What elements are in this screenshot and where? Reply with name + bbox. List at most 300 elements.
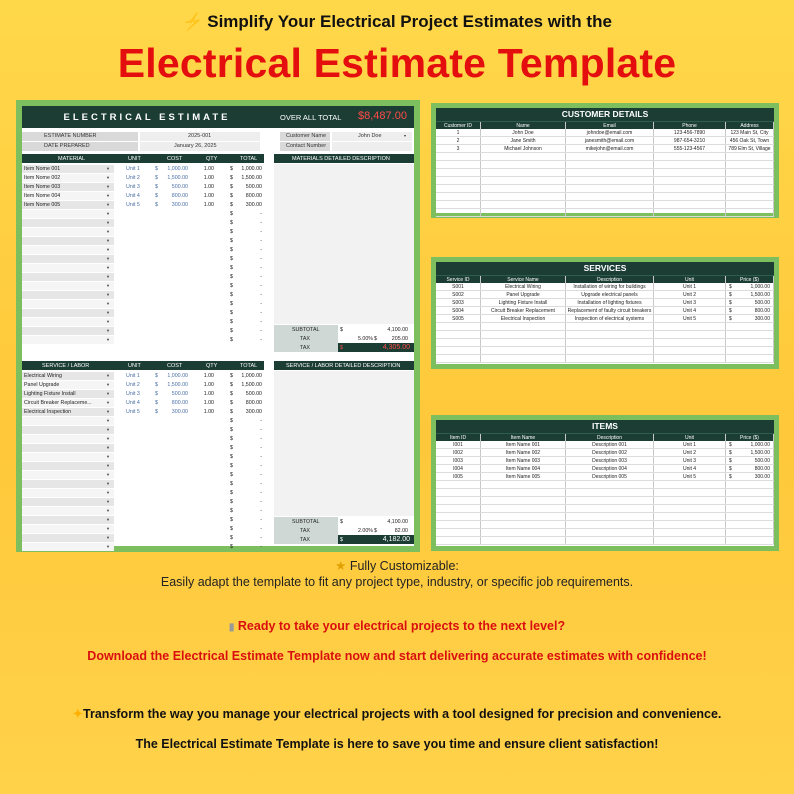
currency-symbol: $ bbox=[729, 458, 732, 464]
chevron-down-icon[interactable]: ▼ bbox=[106, 435, 110, 441]
item-dropdown[interactable] bbox=[22, 480, 114, 488]
item-dropdown[interactable] bbox=[22, 426, 114, 434]
items-title: ITEMS bbox=[436, 420, 774, 433]
unit-cell: Unit 2 bbox=[126, 381, 140, 388]
currency-symbol: $ bbox=[230, 327, 233, 334]
table-row bbox=[22, 254, 264, 263]
qty-cell[interactable]: 1.00 bbox=[203, 183, 214, 190]
table-row bbox=[436, 529, 774, 537]
table-cell: Unit 4 bbox=[654, 307, 726, 314]
table-row bbox=[436, 537, 774, 545]
table-cell bbox=[566, 339, 654, 346]
ready-line bbox=[0, 619, 794, 633]
chevron-down-icon[interactable]: ▼ bbox=[106, 309, 110, 315]
chevron-down-icon[interactable]: ▼ bbox=[106, 399, 110, 405]
qty-cell[interactable]: 1.00 bbox=[203, 192, 214, 199]
star-icon: ★ bbox=[335, 559, 347, 573]
cost-cell: 500.00 bbox=[171, 390, 188, 397]
chevron-down-icon[interactable]: ▼ bbox=[106, 327, 110, 333]
services-total: 4,182.00 bbox=[382, 535, 410, 543]
materials-tax-value: 205.00 bbox=[391, 335, 408, 342]
estimate-number-value: 2025-001 bbox=[188, 133, 212, 139]
unit-cell: Unit 2 bbox=[126, 174, 140, 181]
item-dropdown[interactable] bbox=[22, 273, 114, 281]
chevron-down-icon[interactable]: ▼ bbox=[106, 507, 110, 513]
chevron-down-icon[interactable]: ▼ bbox=[106, 174, 110, 180]
table-cell bbox=[436, 521, 481, 528]
currency-symbol: $ bbox=[230, 381, 233, 388]
table-row bbox=[22, 173, 264, 182]
table-cell bbox=[726, 339, 774, 346]
chevron-down-icon[interactable]: ▼ bbox=[106, 498, 110, 504]
table-cell bbox=[726, 209, 774, 216]
item-dropdown[interactable] bbox=[22, 228, 114, 236]
table-cell bbox=[481, 347, 566, 354]
total-cell: - bbox=[260, 516, 262, 523]
currency-symbol: $ bbox=[230, 264, 233, 271]
item-dropdown[interactable] bbox=[22, 525, 114, 533]
item-dropdown[interactable]: Item Nome 005 bbox=[22, 201, 114, 209]
currency-symbol: $ bbox=[230, 246, 233, 253]
table-row bbox=[22, 182, 264, 191]
chevron-down-icon: ▾ bbox=[404, 133, 407, 138]
chevron-down-icon[interactable]: ▼ bbox=[106, 192, 110, 198]
chevron-down-icon[interactable]: ▼ bbox=[106, 462, 110, 468]
table-cell bbox=[566, 497, 654, 504]
ready-text: Ready to take your electrical projects to the next level? bbox=[237, 619, 566, 633]
table-cell bbox=[481, 481, 566, 488]
table-cell bbox=[726, 161, 774, 168]
item-dropdown[interactable]: Item Nome 003 bbox=[22, 183, 114, 191]
services-subtotal-label: SUBTOTAL bbox=[292, 518, 320, 525]
total-cell: 800.00 bbox=[245, 192, 262, 199]
contact-cell[interactable] bbox=[332, 142, 412, 151]
header-unit: UNIT bbox=[128, 362, 141, 369]
transform-line bbox=[0, 706, 794, 721]
table-cell bbox=[726, 331, 774, 338]
chevron-down-icon[interactable]: ▼ bbox=[106, 228, 110, 234]
chevron-down-icon[interactable]: ▼ bbox=[106, 282, 110, 288]
currency-symbol: $ bbox=[155, 390, 158, 397]
total-cell: - bbox=[260, 498, 262, 505]
headline bbox=[0, 12, 794, 32]
item-dropdown[interactable] bbox=[22, 219, 114, 227]
currency-symbol: $ bbox=[729, 474, 732, 480]
item-dropdown[interactable]: Circuit Breaker Replaceme... bbox=[22, 399, 114, 407]
currency-symbol: $ bbox=[230, 201, 233, 208]
table-cell bbox=[654, 169, 726, 176]
total-cell: - bbox=[260, 543, 262, 550]
table-cell: mikejohn@email.com bbox=[566, 145, 654, 152]
services-desc-title: SERVICE / LABOR DETAILED DESCRIPTION bbox=[286, 362, 401, 369]
table-row bbox=[436, 449, 774, 457]
chevron-down-icon[interactable]: ▼ bbox=[106, 543, 110, 549]
table-row bbox=[436, 185, 774, 193]
currency-symbol: $ bbox=[729, 300, 732, 306]
table-cell bbox=[654, 339, 726, 346]
total-cell: 1,000.00 bbox=[241, 372, 262, 379]
table-cell: 500.00 $ bbox=[726, 299, 774, 306]
total-cell: - bbox=[260, 471, 262, 478]
item-dropdown[interactable] bbox=[22, 318, 114, 326]
table-row bbox=[22, 317, 264, 326]
table-cell bbox=[654, 355, 726, 362]
chevron-down-icon[interactable]: ▼ bbox=[106, 336, 110, 342]
table-row bbox=[436, 291, 774, 299]
table-cell: Item Name 002 bbox=[481, 449, 566, 456]
qty-cell[interactable]: 1.00 bbox=[203, 399, 214, 406]
table-cell bbox=[654, 177, 726, 184]
currency-symbol: $ bbox=[230, 480, 233, 487]
chevron-down-icon[interactable]: ▼ bbox=[106, 426, 110, 432]
table-cell bbox=[566, 177, 654, 184]
chevron-down-icon[interactable]: ▼ bbox=[106, 444, 110, 450]
table-row bbox=[22, 479, 264, 488]
fully-text: Fully Customizable: bbox=[349, 559, 459, 573]
item-dropdown[interactable] bbox=[22, 417, 114, 425]
table-row bbox=[22, 272, 264, 281]
item-dropdown[interactable] bbox=[22, 444, 114, 452]
table-row bbox=[436, 513, 774, 521]
chevron-down-icon[interactable]: ▼ bbox=[106, 273, 110, 279]
table-row bbox=[436, 129, 774, 137]
currency-symbol: $ bbox=[230, 426, 233, 433]
table-cell bbox=[654, 497, 726, 504]
currency-symbol: $ bbox=[155, 399, 158, 406]
materials-tax-label: TAX bbox=[300, 335, 310, 342]
qty-cell[interactable]: 1.00 bbox=[203, 174, 214, 181]
table-cell bbox=[726, 521, 774, 528]
item-dropdown[interactable] bbox=[22, 543, 114, 551]
item-dropdown[interactable] bbox=[22, 507, 114, 515]
table-cell: Description 003 bbox=[566, 457, 654, 464]
table-cell bbox=[436, 489, 481, 496]
item-dropdown[interactable]: Panel Upgrade bbox=[22, 381, 114, 389]
table-cell bbox=[726, 481, 774, 488]
chevron-down-icon[interactable]: ▼ bbox=[106, 372, 110, 378]
table-row bbox=[22, 506, 264, 515]
services-total-label: TAX bbox=[300, 536, 310, 543]
lightning-bolt-icon: ⚡ bbox=[182, 12, 204, 31]
column-header: Name bbox=[481, 122, 566, 129]
chevron-down-icon[interactable]: ▼ bbox=[106, 246, 110, 252]
table-cell: Description 001 bbox=[566, 441, 654, 448]
chevron-down-icon[interactable]: ▼ bbox=[106, 525, 110, 531]
header-total: TOTAL bbox=[240, 362, 258, 369]
table-cell bbox=[481, 339, 566, 346]
materials-description-area[interactable] bbox=[274, 164, 414, 324]
services-description-area[interactable] bbox=[274, 371, 414, 516]
table-cell bbox=[481, 185, 566, 192]
chevron-down-icon[interactable]: ▼ bbox=[106, 300, 110, 306]
item-dropdown[interactable] bbox=[22, 498, 114, 506]
table-cell bbox=[726, 355, 774, 362]
unit-cell: Unit 1 bbox=[126, 372, 140, 379]
table-cell: 800.00 $ bbox=[726, 307, 774, 314]
item-dropdown[interactable]: Electrical Wiring bbox=[22, 372, 114, 380]
table-row bbox=[22, 488, 264, 497]
table-row bbox=[22, 524, 264, 533]
table-row bbox=[22, 227, 264, 236]
total-cell: 300.00 bbox=[245, 201, 262, 208]
qty-cell[interactable]: 1.00 bbox=[203, 372, 214, 379]
table-cell: johndoe@email.com bbox=[566, 129, 654, 136]
date-value: January 26, 2025 bbox=[174, 143, 217, 149]
header-cost: COST bbox=[167, 362, 183, 369]
table-row bbox=[22, 515, 264, 524]
column-header: Description bbox=[566, 434, 654, 441]
item-dropdown[interactable] bbox=[22, 210, 114, 218]
currency-symbol: $ bbox=[230, 300, 233, 307]
item-dropdown[interactable] bbox=[22, 291, 114, 299]
customer-name-label: Customer Name bbox=[286, 133, 327, 139]
total-cell: - bbox=[260, 291, 262, 298]
currency-symbol: $ bbox=[230, 498, 233, 505]
currency-symbol: $ bbox=[729, 308, 732, 314]
total-cell: - bbox=[260, 318, 262, 325]
item-dropdown[interactable] bbox=[22, 453, 114, 461]
chevron-down-icon[interactable]: ▼ bbox=[106, 165, 110, 171]
table-cell bbox=[481, 201, 566, 208]
currency-symbol: $ bbox=[230, 174, 233, 181]
item-dropdown[interactable] bbox=[22, 471, 114, 479]
item-dropdown[interactable] bbox=[22, 489, 114, 497]
date-label: DATE PREPARED bbox=[44, 143, 90, 149]
chevron-down-icon[interactable]: ▼ bbox=[106, 201, 110, 207]
estimate-number-cell[interactable] bbox=[140, 132, 260, 141]
currency-symbol: $ bbox=[230, 390, 233, 397]
table-cell bbox=[566, 521, 654, 528]
table-row bbox=[22, 326, 264, 335]
table-cell bbox=[566, 201, 654, 208]
currency-symbol: $ bbox=[340, 326, 343, 333]
chevron-down-icon[interactable]: ▼ bbox=[106, 417, 110, 423]
table-cell: Inspection of electrical systems bbox=[566, 315, 654, 322]
chevron-down-icon[interactable]: ▼ bbox=[106, 237, 110, 243]
total-cell: 1,000.00 bbox=[241, 165, 262, 172]
table-row bbox=[436, 307, 774, 315]
item-dropdown[interactable] bbox=[22, 237, 114, 245]
headline-text: Simplify Your Electrical Project Estimates with the bbox=[207, 12, 612, 31]
total-cell: - bbox=[260, 489, 262, 496]
table-row bbox=[436, 193, 774, 201]
table-cell bbox=[436, 355, 481, 362]
transform-text: Transform the way you manage your electrical projects with a tool designed for precision and convenience. bbox=[83, 707, 722, 721]
chevron-down-icon[interactable]: ▼ bbox=[106, 534, 110, 540]
table-cell bbox=[566, 513, 654, 520]
table-cell: Unit 5 bbox=[654, 315, 726, 322]
qty-cell[interactable]: 1.00 bbox=[203, 201, 214, 208]
column-header: Item ID bbox=[436, 434, 481, 441]
table-cell bbox=[654, 521, 726, 528]
currency-symbol: $ bbox=[230, 534, 233, 541]
table-cell bbox=[481, 355, 566, 362]
table-row bbox=[436, 323, 774, 331]
table-row bbox=[22, 263, 264, 272]
table-cell bbox=[481, 169, 566, 176]
services-tax-label: TAX bbox=[300, 527, 310, 534]
table-cell: janesmith@email.com bbox=[566, 137, 654, 144]
currency-symbol: $ bbox=[230, 372, 233, 379]
table-cell: Unit 3 bbox=[654, 457, 726, 464]
chevron-down-icon[interactable]: ▼ bbox=[106, 471, 110, 477]
currency-symbol: $ bbox=[340, 536, 343, 543]
table-cell: Description 002 bbox=[566, 449, 654, 456]
item-dropdown[interactable] bbox=[22, 435, 114, 443]
table-cell: 300.00 $ bbox=[726, 315, 774, 322]
table-row bbox=[22, 425, 264, 434]
services-total-row bbox=[274, 535, 414, 544]
qty-cell[interactable]: 1.00 bbox=[203, 165, 214, 172]
cost-cell: 1,000.00 bbox=[167, 372, 188, 379]
cost-cell: 1,000.00 bbox=[167, 165, 188, 172]
table-cell bbox=[726, 169, 774, 176]
table-row bbox=[436, 201, 774, 209]
table-cell: S004 bbox=[436, 307, 481, 314]
column-header: Unit bbox=[654, 434, 726, 441]
qty-cell[interactable]: 1.00 bbox=[203, 390, 214, 397]
qty-cell[interactable]: 1.00 bbox=[203, 381, 214, 388]
item-dropdown[interactable] bbox=[22, 264, 114, 272]
table-cell bbox=[481, 209, 566, 216]
table-cell bbox=[481, 513, 566, 520]
total-cell: 300.00 bbox=[245, 408, 262, 415]
currency-symbol: $ bbox=[230, 417, 233, 424]
chevron-down-icon[interactable]: ▼ bbox=[106, 264, 110, 270]
item-dropdown[interactable]: Item Nome 004 bbox=[22, 192, 114, 200]
table-cell bbox=[436, 153, 481, 160]
column-header: Price ($) bbox=[726, 276, 774, 283]
item-dropdown[interactable]: Item Nome 001 bbox=[22, 165, 114, 173]
header-material: MATERIAL bbox=[58, 155, 86, 162]
table-cell bbox=[566, 323, 654, 330]
column-header: Price ($) bbox=[726, 434, 774, 441]
table-header bbox=[436, 121, 774, 129]
currency-symbol: $ bbox=[230, 228, 233, 235]
column-header: Item Name bbox=[481, 434, 566, 441]
total-cell: - bbox=[260, 426, 262, 433]
table-row bbox=[22, 308, 264, 317]
total-cell: - bbox=[260, 237, 262, 244]
date-cell[interactable] bbox=[140, 142, 260, 151]
header-qty: QTY bbox=[206, 362, 218, 369]
materials-tax-row bbox=[274, 334, 414, 343]
save-time-text: The Electrical Estimate Template is here to save you time and ensure client satisfaction! bbox=[135, 737, 659, 751]
table-cell bbox=[654, 529, 726, 536]
table-cell bbox=[726, 177, 774, 184]
total-cell: 1,500.00 bbox=[241, 381, 262, 388]
table-row bbox=[436, 465, 774, 473]
chevron-down-icon[interactable]: ▼ bbox=[106, 381, 110, 387]
item-dropdown[interactable] bbox=[22, 516, 114, 524]
item-dropdown[interactable] bbox=[22, 309, 114, 317]
item-dropdown[interactable] bbox=[22, 462, 114, 470]
total-cell: 500.00 bbox=[245, 390, 262, 397]
contact-label-cell bbox=[280, 142, 330, 151]
table-row bbox=[436, 137, 774, 145]
estimate-number-label-cell bbox=[22, 132, 138, 141]
table-cell: Item Name 004 bbox=[481, 465, 566, 472]
table-cell bbox=[654, 201, 726, 208]
header-service: SERVICE / LABOR bbox=[42, 362, 90, 369]
table-row bbox=[22, 335, 264, 344]
currency-symbol: $ bbox=[729, 284, 732, 290]
materials-subtotal: 4,100.00 bbox=[387, 326, 408, 333]
chevron-down-icon[interactable]: ▼ bbox=[106, 210, 110, 216]
table-cell: John Doe bbox=[481, 129, 566, 136]
item-dropdown[interactable] bbox=[22, 255, 114, 263]
table-row bbox=[22, 461, 264, 470]
table-cell: S005 bbox=[436, 315, 481, 322]
chevron-down-icon[interactable]: ▼ bbox=[106, 480, 110, 486]
unit-cell: Unit 3 bbox=[126, 183, 140, 190]
chevron-down-icon[interactable]: ▼ bbox=[106, 183, 110, 189]
item-dropdown[interactable] bbox=[22, 327, 114, 335]
currency-symbol: $ bbox=[230, 462, 233, 469]
item-dropdown[interactable] bbox=[22, 282, 114, 290]
item-dropdown[interactable] bbox=[22, 246, 114, 254]
chevron-down-icon[interactable]: ▼ bbox=[106, 516, 110, 522]
item-dropdown[interactable]: Item Nome 002 bbox=[22, 174, 114, 182]
table-cell bbox=[566, 505, 654, 512]
overall-total-value: $8,487.00 bbox=[358, 110, 407, 122]
table-cell: I004 bbox=[436, 465, 481, 472]
chevron-down-icon[interactable]: ▼ bbox=[106, 390, 110, 396]
chevron-down-icon[interactable]: ▼ bbox=[106, 255, 110, 261]
header-qty: QTY bbox=[206, 155, 218, 162]
table-cell: 800.00 $ bbox=[726, 465, 774, 472]
table-cell: Unit 5 bbox=[654, 473, 726, 480]
cost-cell: 300.00 bbox=[171, 408, 188, 415]
chevron-down-icon[interactable]: ▼ bbox=[106, 318, 110, 324]
chevron-down-icon[interactable]: ▼ bbox=[106, 453, 110, 459]
item-dropdown[interactable] bbox=[22, 300, 114, 308]
services-header bbox=[22, 361, 264, 370]
table-cell bbox=[566, 347, 654, 354]
chevron-down-icon[interactable]: ▼ bbox=[106, 219, 110, 225]
table-cell bbox=[566, 537, 654, 544]
table-cell bbox=[436, 323, 481, 330]
currency-symbol: $ bbox=[230, 516, 233, 523]
table-cell bbox=[566, 185, 654, 192]
currency-symbol: $ bbox=[230, 543, 233, 550]
currency-symbol: $ bbox=[230, 165, 233, 172]
qty-cell[interactable]: 1.00 bbox=[203, 408, 214, 415]
chevron-down-icon[interactable]: ▼ bbox=[106, 489, 110, 495]
total-cell: - bbox=[260, 264, 262, 271]
table-row bbox=[22, 434, 264, 443]
chevron-down-icon[interactable]: ▼ bbox=[106, 291, 110, 297]
unit-cell: Unit 4 bbox=[126, 192, 140, 199]
customer-name-dropdown[interactable] bbox=[332, 132, 412, 141]
currency-symbol: $ bbox=[155, 381, 158, 388]
table-row bbox=[436, 169, 774, 177]
table-cell bbox=[726, 323, 774, 330]
table-cell: 555-123-4567 bbox=[654, 145, 726, 152]
chevron-down-icon[interactable]: ▼ bbox=[106, 408, 110, 414]
table-cell bbox=[436, 169, 481, 176]
currency-symbol: $ bbox=[374, 527, 377, 534]
table-row bbox=[436, 209, 774, 217]
item-dropdown[interactable] bbox=[22, 336, 114, 344]
table-cell bbox=[436, 161, 481, 168]
table-cell bbox=[436, 537, 481, 544]
sparkle-icon: ✦ bbox=[72, 707, 84, 721]
item-dropdown[interactable] bbox=[22, 534, 114, 542]
contact-label: Contact Number bbox=[286, 143, 327, 149]
item-dropdown[interactable]: Lighting Fixture Install bbox=[22, 390, 114, 398]
item-dropdown[interactable]: Electrical Inspection bbox=[22, 408, 114, 416]
